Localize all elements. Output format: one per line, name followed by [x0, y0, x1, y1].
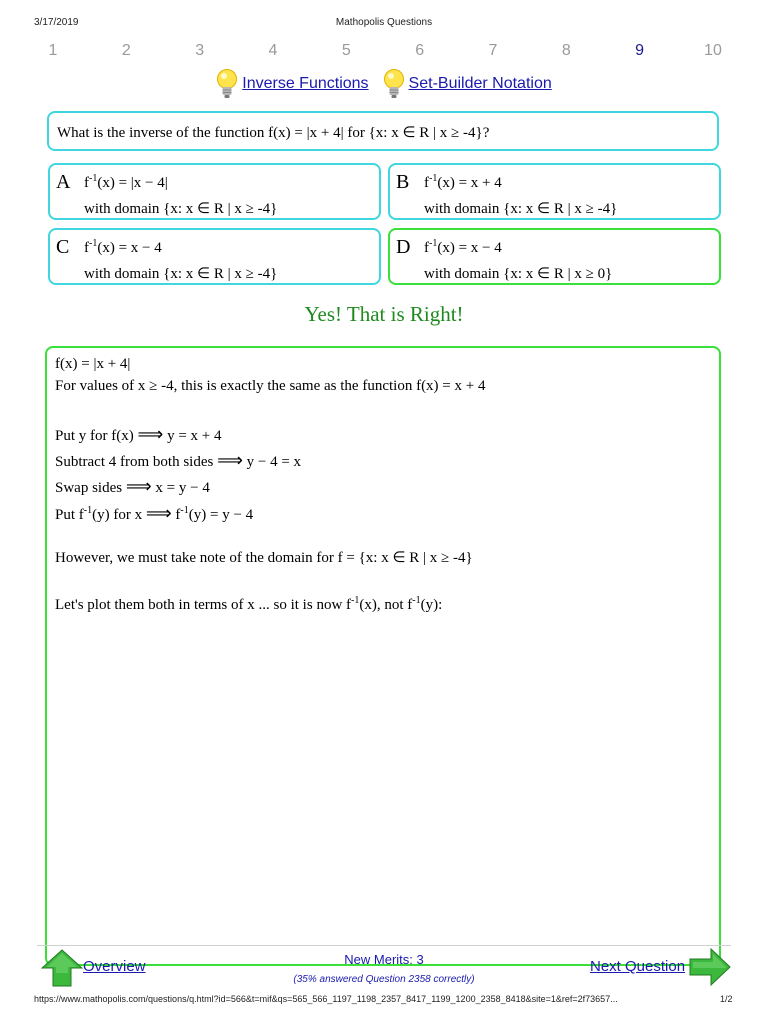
- topic-set-builder: [383, 68, 552, 100]
- print-page-number: 1/2: [720, 994, 733, 1004]
- topic-links: [0, 68, 768, 100]
- implies-arrow-icon: ⟹: [125, 476, 152, 497]
- nav-number-7[interactable]: 7: [488, 42, 498, 59]
- topic-link-inverse-functions[interactable]: Inverse Functions: [242, 75, 369, 92]
- overview-link[interactable]: Overview: [83, 958, 146, 975]
- answer-option-c[interactable]: [48, 228, 381, 285]
- option-domain: with domain {x: x ∈ R | x ≥ -4}: [84, 201, 278, 217]
- option-domain: with domain {x: x ∈ R | x ≥ -4}: [84, 266, 278, 282]
- result-message: Yes! That is Right!: [304, 302, 464, 326]
- nav-number-3[interactable]: 3: [195, 42, 205, 59]
- topic-inverse-functions: [216, 68, 368, 100]
- topic-link-set-builder-notation[interactable]: Set-Builder Notation: [408, 75, 552, 92]
- print-date: 3/17/2019: [34, 17, 79, 28]
- print-url: https://www.mathopolis.com/questions/q.html?id=566&t=mif&qs=565_566_1197_1198_2357_8417_1199_1200_2358_8418&site=1&ref=2f73657...: [34, 994, 618, 1004]
- option-expression: $f^{-1}(x) = |x - 4|$: [84, 173, 168, 191]
- implies-arrow-icon: ⟹: [217, 450, 243, 471]
- answer-option-b[interactable]: [388, 163, 721, 220]
- explanation-step: Subtract 4 from both sides ⟹ y − 4 = x: [55, 450, 302, 471]
- explanation-line: f(x) = |x + 4|: [55, 356, 131, 372]
- explanation-box: [45, 346, 721, 966]
- next-question-link[interactable]: Next Question: [590, 958, 686, 975]
- option-letter: C: [56, 236, 70, 258]
- question-number-nav: [38, 42, 728, 60]
- explanation-line: For values of x ≥ -4, this is exactly the same as the function f(x) = x + 4: [55, 378, 486, 394]
- lightbulb-icon: [216, 68, 238, 100]
- answer-option-d-correct[interactable]: [388, 228, 721, 285]
- nav-number-10[interactable]: 10: [704, 42, 722, 59]
- lightbulb-icon: [383, 68, 405, 100]
- nav-number-6[interactable]: 6: [415, 42, 425, 59]
- question-text: What is the inverse of the function f(x) = |x + 4| for {x: x ∈ R | x ≥ -4}?: [57, 125, 490, 141]
- option-expression: $f^{-1}(x) = x + 4$: [424, 173, 502, 191]
- option-expression: $f^{-1}(x) = x - 4$: [424, 238, 502, 256]
- option-domain: with domain {x: x ∈ R | x ≥ -4}: [424, 201, 618, 217]
- explanation-line: However, we must take note of the domain for f = {x: x ∈ R | x ≥ -4}: [55, 550, 473, 566]
- answer-stats: (35% answered Question 2358 correctly): [293, 974, 475, 985]
- explanation-line: Let's plot them both in terms of x ... so it is now $f^{-1}(x)$, not $f^{-1}(y)$:: [55, 595, 443, 613]
- print-title: Mathopolis Questions: [335, 17, 433, 28]
- implies-arrow-icon: ⟹: [137, 424, 164, 445]
- explanation-step: Swap sides ⟹ x = y − 4: [55, 476, 210, 497]
- option-letter: D: [396, 236, 411, 258]
- nav-number-4[interactable]: 4: [268, 42, 278, 59]
- option-letter: A: [56, 171, 71, 193]
- nav-number-5[interactable]: 5: [341, 42, 351, 59]
- question-footer: [37, 945, 731, 988]
- nav-number-1[interactable]: 1: [48, 42, 58, 59]
- explanation-step: Put $f^{-1}(y)$ for x ⟹ $f^{-1}(y) = y - 4$: [55, 503, 254, 524]
- question-box: [47, 111, 719, 151]
- option-expression: $f^{-1}(x) = x - 4$: [84, 238, 162, 256]
- option-letter: B: [396, 171, 410, 193]
- explanation-step: Put y for f(x) ⟹ y = x + 4: [55, 424, 222, 445]
- nav-number-2[interactable]: 2: [121, 42, 131, 59]
- answer-option-a[interactable]: [48, 163, 381, 220]
- nav-number-9-current[interactable]: 9: [635, 42, 645, 59]
- nav-number-8[interactable]: 8: [561, 42, 571, 59]
- next-right-arrow-icon[interactable]: [689, 948, 731, 986]
- new-merits: New Merits: 3: [344, 952, 424, 967]
- option-domain: with domain {x: x ∈ R | x ≥ 0}: [424, 266, 613, 282]
- implies-arrow-icon: ⟹: [145, 503, 172, 524]
